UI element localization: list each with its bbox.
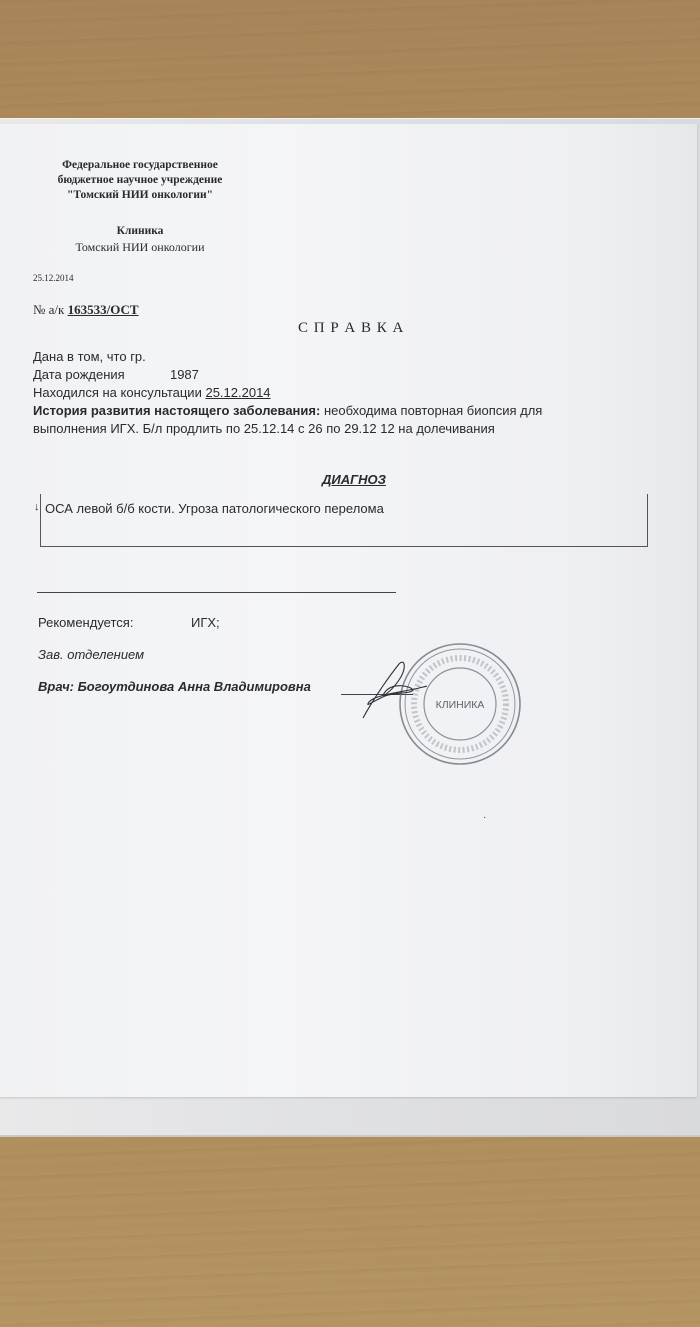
stamp-center-text: КЛИНИКА (435, 699, 485, 711)
diagnosis-text: ОСА левой б/б кости. Угроза патологического перелома (45, 501, 384, 516)
speck-mark: · (483, 812, 487, 823)
diagnosis-box (40, 494, 648, 547)
clinic-title: Клиника (116, 225, 164, 237)
signature (355, 656, 435, 726)
organization-header (40, 158, 240, 203)
org-line-2: бюджетное научное учреждение (57, 174, 223, 186)
card-number-line (33, 302, 139, 318)
diagnosis-heading: ДИАГНОЗ (322, 472, 386, 487)
separator-line (37, 592, 396, 593)
recommend-value: ИГХ; (191, 615, 220, 630)
card-label: № а/к (33, 302, 65, 317)
diagnosis-marker: ↓ (34, 501, 40, 513)
consult-label: Находился на консультации (33, 385, 202, 400)
doctor-name: Врач: Богоутдинова Анна Владимировна (38, 679, 311, 694)
org-line-1: Федеральное государственное (62, 159, 218, 171)
org-line-3: "Томский НИИ онкологии" (67, 189, 213, 201)
history-line-2: выполнения ИГХ. Б/л продлить по 25.12.14 с 26 по 29.12 12 на долечивания (33, 421, 495, 436)
dob-line (33, 367, 199, 382)
consult-date: 25.12.2014 (205, 385, 271, 400)
clinic-subtitle: Томский НИИ онкологии (75, 240, 205, 254)
head-of-department: Зав. отделением (38, 647, 145, 662)
document-date: 25.12.2014 (33, 273, 74, 283)
history-label: История развития настоящего заболевания: (33, 403, 321, 418)
card-number: 163533/ОСТ (67, 302, 139, 317)
recommend-label: Рекомендуется: (38, 615, 134, 630)
document-sheet (0, 124, 697, 1097)
dob-label: Дата рождения (33, 367, 125, 382)
history-text-1: необходима повторная биопсия для (323, 403, 543, 418)
issued-to-line: Дана в том, что гр. (33, 349, 146, 364)
document-heading: С П Р А В К А (298, 320, 405, 336)
dob-value: 1987 (169, 367, 199, 382)
consult-line (33, 385, 271, 400)
history-line-1 (33, 403, 542, 418)
